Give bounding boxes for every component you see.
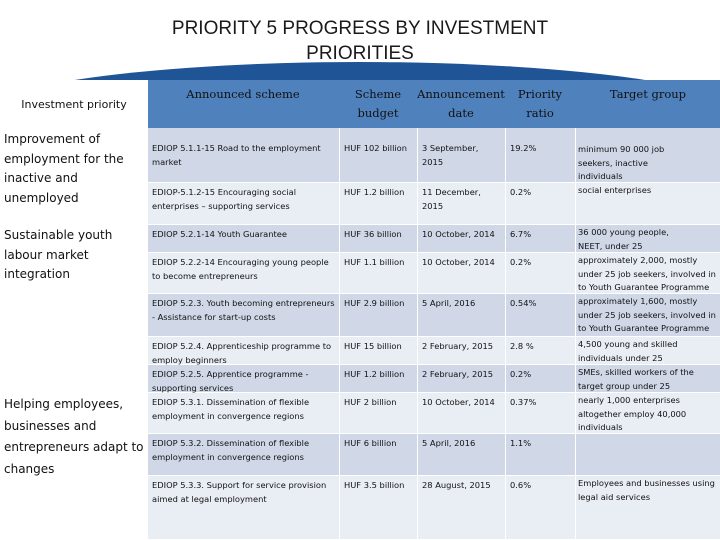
ratio-cell: 6.7% bbox=[506, 225, 576, 252]
budget-cell: HUF 1.1 billion bbox=[340, 253, 418, 293]
scheme-cell: EDIOP-5.1.2-15 Encouraging social enterprises – supporting services bbox=[148, 183, 340, 224]
target-group-text: Employees and businesses using legal aid services bbox=[578, 478, 715, 502]
ratio-cell: 0.37% bbox=[506, 393, 576, 433]
priority-youth: Sustainable youth labour market integration bbox=[4, 228, 113, 281]
budget-cell: HUF 3.5 billion bbox=[340, 476, 418, 539]
header-target-group: Target group bbox=[609, 87, 687, 101]
ratio-cell: 2.8 % bbox=[506, 337, 576, 364]
target-group-text: 36 000 young people, NEET, under 25 bbox=[578, 227, 669, 251]
header-announcement-date: Announcement date bbox=[417, 87, 505, 120]
target-group-text: minimum 90 000 job seekers, inactive individuals bbox=[578, 144, 665, 182]
target-group-text: 4,500 young and skilled individuals under 25 bbox=[578, 339, 678, 363]
date-cell: 5 April, 2016 bbox=[418, 434, 506, 475]
header-investment-priority: Investment priority bbox=[21, 97, 127, 111]
header-scheme-budget: Scheme budget bbox=[354, 87, 402, 120]
date-cell: 2 February, 2015 bbox=[418, 337, 506, 364]
priority-employment: Improvement of employment for the inactive and unemployed bbox=[4, 132, 124, 205]
date-cell: 10 October, 2014 bbox=[418, 225, 506, 252]
budget-cell: HUF 15 billion bbox=[340, 337, 418, 364]
budget-cell: HUF 1.2 billion bbox=[340, 183, 418, 224]
scheme-cell: EDIOP 5.2.4. Apprenticeship programme to employ beginners bbox=[148, 337, 340, 364]
header-announced-scheme: Announced scheme bbox=[186, 87, 300, 101]
target-group-text: SMEs, skilled workers of the target group under 25 bbox=[578, 367, 694, 391]
ratio-cell: 0.54% bbox=[506, 294, 576, 336]
ratio-cell: 0.2% bbox=[506, 183, 576, 224]
ratio-cell: 0.2% bbox=[506, 253, 576, 293]
date-cell: 28 August, 2015 bbox=[418, 476, 506, 539]
target-group-text: social enterprises bbox=[578, 185, 652, 195]
budget-cell: HUF 1.2 billion bbox=[340, 365, 418, 392]
date-cell: 11 December, 2015 bbox=[418, 183, 506, 224]
budget-cell: HUF 36 billion bbox=[340, 225, 418, 252]
scheme-cell: EDIOP 5.2.3. Youth becoming entrepreneurs - Assistance for start-up costs bbox=[148, 294, 340, 336]
scheme-cell: EDIOP 5.1.1-15 Road to the employment market bbox=[148, 128, 340, 182]
scheme-cell: EDIOP 5.3.1. Dissemination of flexible employment in convergence regions bbox=[148, 393, 340, 433]
page-title: PRIORITY 5 PROGRESS BY INVESTMENT PRIORITIES bbox=[171, 18, 549, 64]
ratio-cell: 1.1% bbox=[506, 434, 576, 475]
ratio-cell: 0.6% bbox=[506, 476, 576, 539]
scheme-cell: EDIOP 5.2.2-14 Encouraging young people to become entrepreneurs bbox=[148, 253, 340, 293]
scheme-cell: EDIOP 5.2.1-14 Youth Guarantee bbox=[148, 225, 340, 252]
table-row bbox=[148, 434, 720, 476]
target-group-text: nearly 1,000 enterprises altogether employ 40,000 individuals bbox=[578, 395, 687, 433]
target-group-text: approximately 1,600, mostly under 25 job seekers, involved in to Youth Guarantee Programme bbox=[578, 296, 716, 334]
ratio-cell: 19.2% bbox=[506, 128, 576, 182]
budget-cell: HUF 6 billion bbox=[340, 434, 418, 475]
date-cell: 10 October, 2014 bbox=[418, 393, 506, 433]
scheme-cell: EDIOP 5.3.3. Support for service provision aimed at legal employment bbox=[148, 476, 340, 539]
budget-cell: HUF 102 billion bbox=[340, 128, 418, 182]
target-group-text: approximately 2,000, mostly under 25 job seekers, involved in to Youth Guarantee Programme bbox=[578, 255, 716, 293]
budget-cell: HUF 2.9 billion bbox=[340, 294, 418, 336]
date-cell: 5 April, 2016 bbox=[418, 294, 506, 336]
investment-priority-column bbox=[0, 128, 148, 540]
budget-cell: HUF 2 billion bbox=[340, 393, 418, 433]
priority-adapt: Helping employees, businesses and entrepreneurs adapt to changes bbox=[4, 397, 144, 476]
scheme-cell: EDIOP 5.3.2. Dissemination of flexible employment in convergence regions bbox=[148, 434, 340, 475]
date-cell: 3 September, 2015 bbox=[418, 128, 506, 182]
header-priority-ratio: Priority ratio bbox=[517, 87, 563, 120]
ratio-cell: 0.2% bbox=[506, 365, 576, 392]
date-cell: 10 October, 2014 bbox=[418, 253, 506, 293]
scheme-cell: EDIOP 5.2.5. Apprentice programme - supporting services bbox=[148, 365, 340, 392]
date-cell: 2 February, 2015 bbox=[418, 365, 506, 392]
